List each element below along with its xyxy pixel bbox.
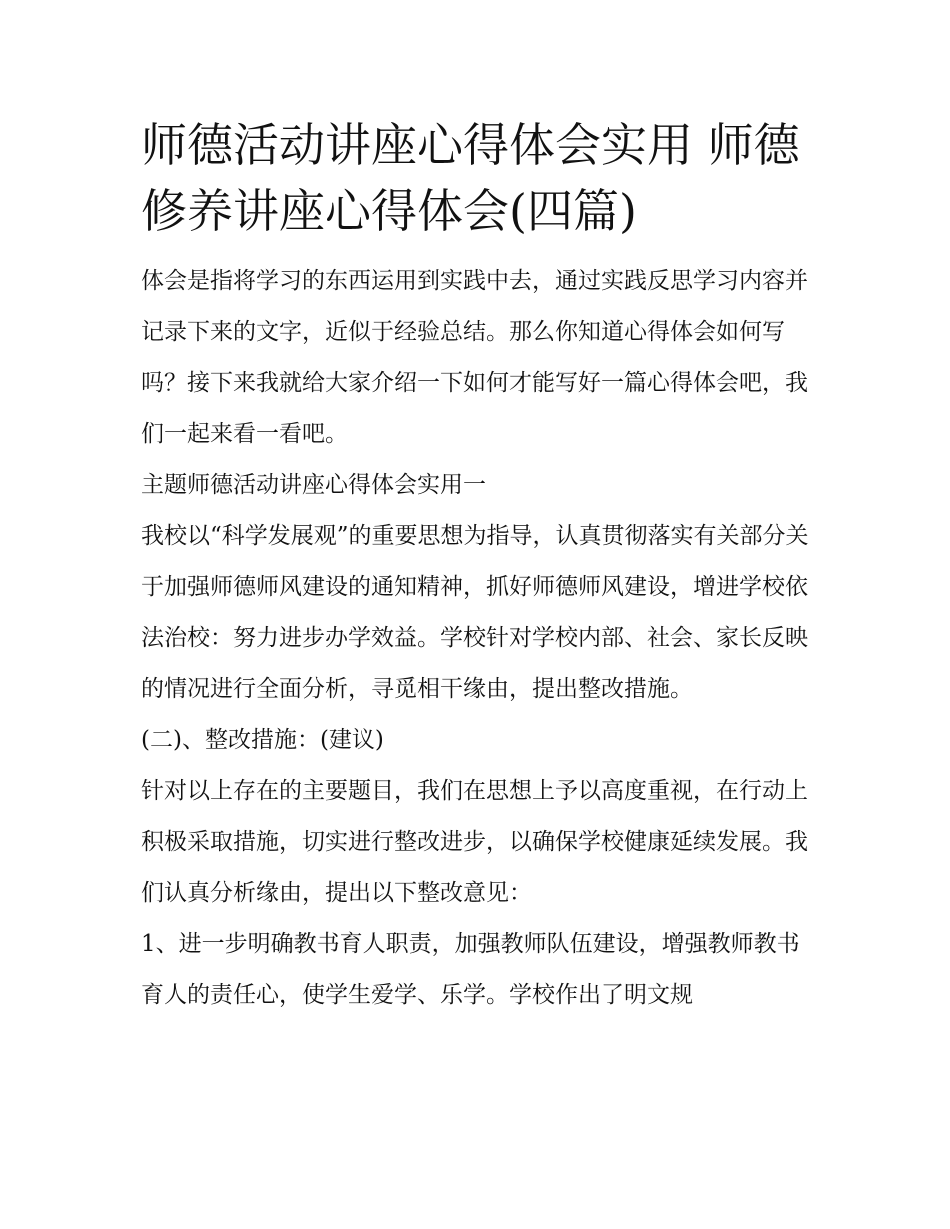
- intro-paragraph: 体会是指将学习的东西运用到实践中去，通过实践反思学习内容并记录下来的文字，近似于经验总结。那么你知道心得体会如何写吗？接下来我就给大家介绍一下如何才能写好一篇心得体会吧，我们一起来看一看吧。: [141, 268, 808, 447]
- list-item-paragraph: 1、进一步明确教书育人职责，加强教师队伍建设，增强教师教书育人的责任心，使学生爱学、乐学。学校作出了明文规: [141, 931, 800, 1008]
- section-heading: 主题师德活动讲座心得体会实用一: [141, 472, 486, 498]
- body-paragraph: 针对以上存在的主要题目，我们在思想上予以高度重视，在行动上积极采取措施，切实进行整改进步，以确保学校健康延续发展。我们认真分析缘由，提出以下整改意见：: [141, 778, 808, 906]
- document-body: [141, 112, 813, 1021]
- subsection-heading: (二)、整改措施：(建议): [141, 727, 384, 753]
- body-paragraph: 我校以“科学发展观”的重要思想为指导，认真贯彻落实有关部分关于加强师德师风建设的通知精神，抓好师德师风建设，增进学校依法治校：努力进步办学效益。学校针对学校内部、社会、家长反映的情况进行全面分析，寻觅相干缘由，提出整改措施。: [141, 523, 809, 702]
- document-title: 师德活动讲座心得体会实用 师德修养讲座心得体会(四篇): [141, 118, 800, 238]
